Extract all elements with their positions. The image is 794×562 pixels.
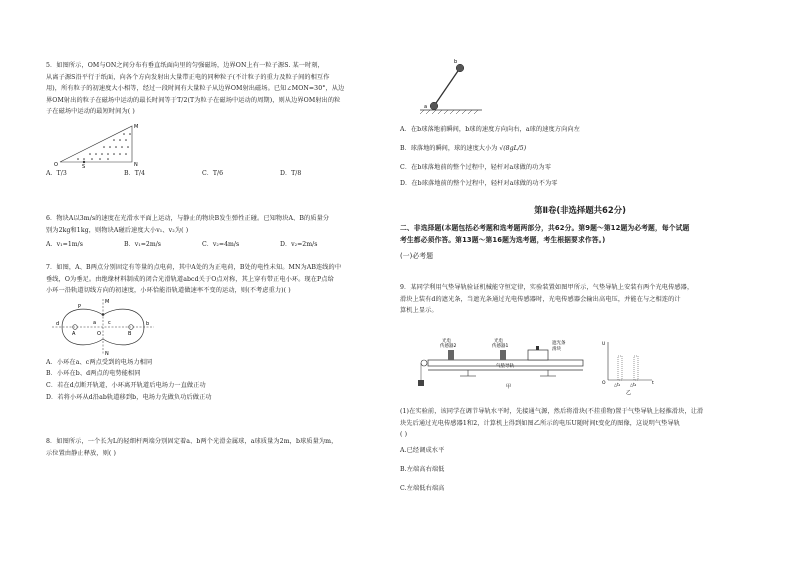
label-N: N — [105, 350, 109, 357]
q9-sub1-line: 块先后通过光电传感器1和2，计算机上得到如图乙所示的电压U随时间t变化的图像，这说明气垫导轨 — [400, 419, 681, 427]
q6-option-c: C．v₂=4m/s — [202, 241, 240, 249]
q5-line: 界OM射出的粒子在磁场中运动的最长时间等于T/2(T为粒子在磁场中运动的周期)，则从边界OM射出的粒 — [46, 96, 341, 104]
q5-magnetic-field-figure — [52, 120, 142, 168]
q9-sub1-line: (1)在实验前，该同学在调节导轨水平时，先接通气源，然后将滑块(不挂重物)置于气垫导轨上轻推滑块，让滑 — [400, 408, 704, 415]
label-M: M — [134, 123, 139, 130]
label-O: O — [54, 161, 58, 168]
label-U: U — [602, 342, 606, 347]
label-sensor2: 光电 — [494, 339, 503, 344]
q6-options — [46, 239, 394, 250]
question-6 — [46, 213, 394, 250]
q6-line: 6．物块A以3m/s的速度在光滑水平面上运动，与静止的物块B发生弹性正碰。已知物块A、B的质量分 — [46, 215, 330, 222]
q9-line: 算机上显示。 — [400, 307, 438, 315]
part2-intro-line: 二、非选择题(本题包括必考题和选考题两部分，共62分。第9题～第12题为必考题，每个试题 — [400, 224, 690, 232]
q9-line: 滑块上装有d的遮光条，当遮光条通过光电传感器时，光电传感器会输出高电压，并能在与之相连的计 — [400, 295, 681, 303]
label-shade: 遮光条 — [552, 341, 566, 346]
q5-option-c: C．T/6 — [202, 169, 224, 177]
part2-header: 第Ⅱ卷(非选择题共62分) — [534, 205, 626, 215]
label-jia: 甲 — [506, 384, 512, 390]
q9-sub1-line: ( ) — [400, 431, 408, 439]
label-a: a — [424, 104, 428, 110]
q8-option-a: A．在b球落地前瞬间，b球的速度方向向右，a球的速度方向向左 — [400, 126, 580, 133]
label-c: c — [108, 319, 111, 326]
q8-line: 示位置由静止释放，则( ) — [46, 449, 116, 457]
q9-apparatus-figure — [408, 336, 658, 396]
label-yi: 乙 — [626, 390, 632, 396]
q5-line: 子在磁场中运动的最短时间为( ) — [46, 108, 135, 116]
label-dt2: △t₂ — [630, 382, 637, 387]
q5-option-b: B．T/4 — [124, 169, 145, 177]
q6-line: 别为2kg和1kg，则物块A碰后速度大小v₁、v₂为( ) — [46, 226, 189, 234]
label-N: N — [134, 161, 138, 168]
q8-option-c: C．在b球落地前的整个过程中，轻杆对a球做的功为零 — [400, 164, 552, 172]
q7-track-figure — [48, 297, 158, 357]
q5-options — [46, 168, 394, 179]
label-P: P — [78, 303, 82, 310]
question-8 — [46, 436, 394, 459]
question-5 — [46, 60, 394, 179]
q5-option-a: A．T/3 — [46, 169, 67, 177]
label-b: b — [454, 59, 458, 65]
q5-option-d: D．T/8 — [280, 169, 302, 177]
q8-option-b-formula: √(8gL/5) — [499, 145, 527, 153]
q8-options — [400, 124, 760, 189]
label-sensor2b: 传感器1 — [492, 344, 509, 349]
label-d: d — [56, 320, 60, 327]
label-t: t — [652, 381, 654, 386]
q5-line: 用)，所有粒子的初速度大小相等，经过一段时间有大量粒子从边界OM射出磁场。已知∠MON=30°，从边 — [46, 85, 345, 93]
q8-line: 8．如图所示，一个长为L的轻细杆两端分别固定着a、b两个光滑金属球，a球质量为2m，b球质量为m， — [46, 438, 338, 445]
q7-line: 小环一沿轨道切线方向的初速度，小环恰能沿轨道做速率不变的运动，则(不考虑重力)( ) — [46, 287, 291, 295]
q7-option-a: A．小环在a、c两点受到的电场力相同 — [46, 358, 153, 366]
q9-option-b: B.左端高右端低 — [400, 465, 445, 473]
q6-option-b: B．v₁=2m/s — [124, 241, 161, 249]
label-S: S — [82, 163, 86, 168]
label-a: a — [93, 319, 97, 326]
label-rail: 气垫导轨 — [496, 364, 514, 369]
label-A: A — [72, 330, 76, 337]
part2-intro-line: 考生都必须作答。第13题～第16题为选考题，考生根据要求作答。) — [400, 236, 606, 244]
label-O: O — [97, 330, 101, 337]
label-sensor1b: 传感器2 — [440, 344, 457, 349]
q8-option-d: D．在b球落地前的整个过程中，轻杆对a球做的功不为零 — [400, 179, 558, 187]
q8-option-b-text: B．球落地的瞬间，球的速度大小为 — [400, 145, 498, 153]
q8-rod-figure — [416, 56, 496, 120]
q9-sub1 — [400, 406, 760, 494]
q7-options — [46, 357, 394, 403]
q9-option-c: C.左端低右端高 — [400, 485, 445, 493]
q5-line: 5．如图所示，OM与ON之间分布有垂直纸面向里的匀强磁场，边界ON上有一粒子源S. 某一时刻， — [46, 62, 324, 69]
question-9 — [400, 282, 760, 317]
q7-option-b: B．小环在b、d两点的电势能相同 — [46, 370, 141, 378]
q7-option-d: D．若将小环从d沿ab轨道移到b，电场力先做负功后做正功 — [46, 393, 212, 401]
label-slider: 滑块 — [552, 347, 561, 352]
label-dt1: △t₁ — [614, 382, 621, 387]
label-sensor1: 光电 — [442, 339, 451, 344]
part2-intro — [400, 222, 760, 262]
q9-line: 9．某同学利用气垫导轨验证机械能守恒定律，实验装置如图甲所示，气垫导轨上安装有两个光电传感器， — [400, 284, 694, 291]
label-O: O — [602, 381, 606, 386]
q7-option-c: C．若在d点断开轨道，小环离开轨道后电场力一直做正功 — [46, 381, 206, 389]
q5-line: 从离子源S沿平行于纸面，向各个方向发射出大量带正电的同种粒子(不计粒子的重力及粒子间的相互作 — [46, 73, 330, 81]
part2-subheading: (一)必考题 — [400, 252, 434, 260]
q6-option-d: D．v₂=2m/s — [280, 241, 318, 249]
label-M: M — [105, 298, 110, 305]
q6-option-a: A．v₁=1m/s — [46, 241, 83, 249]
label-b: b — [146, 320, 150, 327]
q9-option-a: A.已经调成水平 — [400, 446, 445, 454]
q8-option-b — [400, 143, 760, 154]
label-B: B — [128, 330, 132, 337]
question-7 — [46, 262, 394, 403]
q7-line: 7．如图，A、B两点分别固定有等量的点电荷，其中A处的为正电荷，B处的电性未知。MN为AB连线的中 — [46, 264, 342, 271]
q7-line: 垂线，O为垂足。由绝缘材料制成的闭合光滑轨道abcd关于O点对称，其上穿有带正电小环。现在P点给 — [46, 275, 334, 283]
